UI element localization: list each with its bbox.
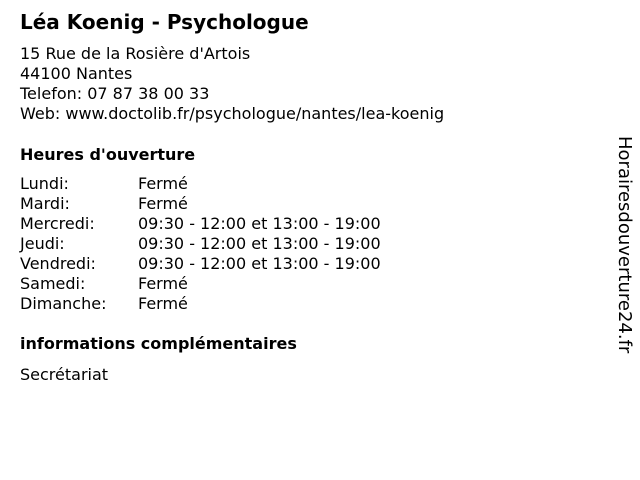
info-text: Secrétariat <box>20 365 109 384</box>
address-block <box>20 44 444 124</box>
hours-heading: Heures d'ouverture <box>20 145 196 164</box>
page-title: Léa Koenig - Psychologue <box>20 10 309 34</box>
phone-number: Telefon: 07 87 38 00 33 <box>20 84 210 103</box>
time-value: 09:30 - 12:00 et 13:00 - 19:00 <box>138 234 381 253</box>
street-address: 15 Rue de la Rosière d'Artois <box>20 44 251 63</box>
time-value: Fermé <box>138 174 188 193</box>
time-value: Fermé <box>138 194 188 213</box>
time-value: Fermé <box>138 274 188 293</box>
day-label: Mardi: <box>20 194 70 213</box>
day-label: Lundi: <box>20 174 69 193</box>
brand-watermark: Horairesdouverture24.fr <box>614 136 635 354</box>
day-label: Vendredi: <box>20 254 96 273</box>
day-label: Dimanche: <box>20 294 107 313</box>
time-value: Fermé <box>138 294 188 313</box>
city-address: 44100 Nantes <box>20 64 133 83</box>
website: Web: www.doctolib.fr/psychologue/nantes/lea-koenig <box>20 104 445 123</box>
time-value: 09:30 - 12:00 et 13:00 - 19:00 <box>138 254 381 273</box>
time-value: 09:30 - 12:00 et 13:00 - 19:00 <box>138 214 381 233</box>
day-label: Jeudi: <box>20 234 65 253</box>
day-label: Samedi: <box>20 274 86 293</box>
day-label: Mercredi: <box>20 214 95 233</box>
info-heading: informations complémentaires <box>20 334 297 353</box>
